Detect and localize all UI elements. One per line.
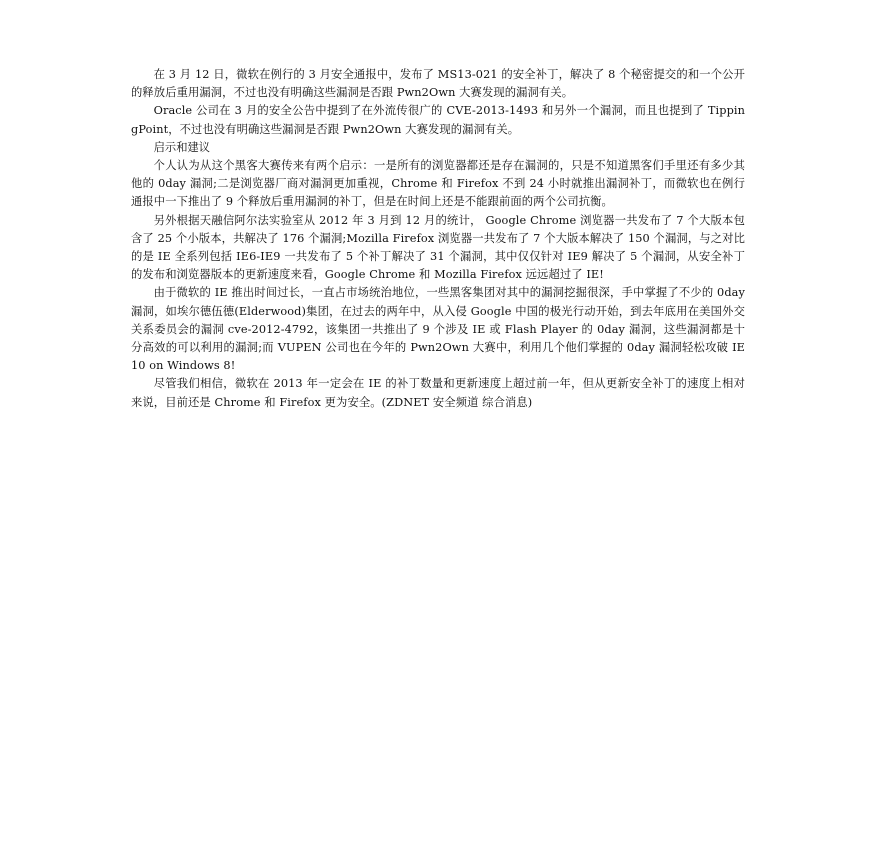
document-page bbox=[131, 66, 745, 412]
paragraph-conclusion: 尽管我们相信，微软在 2013 年一定会在 IE 的补丁数量和更新速度上超过前一年，但从更新安全补丁的速度上相对来说，目前还是 Chrome 和 Firefox 更为安全。(ZDNET 安全频道 综合消息) bbox=[131, 377, 745, 409]
paragraph-oracle: Oracle 公司在 3 月的安全公告中提到了在外流传很广的 CVE-2013-1493 和另外一个漏洞，而且也提到了 TippingPoint，不过也没有明确这些漏洞是否跟 Pwn2Own 大赛发现的漏洞有关。 bbox=[131, 104, 745, 136]
section-heading: 启示和建议 bbox=[153, 140, 211, 154]
paragraph-insights: 个人认为从这个黑客大赛传来有两个启示：一是所有的浏览器都还是存在漏洞的，只是不知道黑客们手里还有多少其他的 0day 漏洞;二是浏览器厂商对漏洞更加重视，Chrome 和 Firefox 不到 24 小时就推出漏洞补丁，而微软也在例行通报中一下推出了 9 个释放后重用漏洞的补丁，但是在时间上还是不能跟前面的两个公司抗衡。 bbox=[131, 159, 745, 209]
paragraph-ms13-021: 在 3 月 12 日，微软在例行的 3 月安全通报中，发布了 MS13-021 的安全补丁，解决了 8 个秘密提交的和一个公开的释放后重用漏洞，不过也没有明确这些漏洞是否跟 Pwn2Own 大赛发现的漏洞有关。 bbox=[131, 68, 745, 100]
paragraph-ie-0day: 由于微软的 IE 推出时间过长，一直占市场统治地位，一些黑客集团对其中的漏洞挖掘很深，手中掌握了不少的 0day 漏洞，如埃尔德伍德(Elderwood)集团，在过去的两年中，从入侵 Google 中国的极光行动开始，到去年底用在美国外交关系委员会的漏洞 cve-2012-4792，该集团一共推出了 9 个涉及 IE 或 Flash Player 的 0day 漏洞，这些漏洞都是十分高效的可以利用的漏洞;而 VUPEN 公司也在今年的 Pwn2Own 大赛中，利用几个他们掌握的 0day 漏洞轻松攻破 IE 10 on Windows 8! bbox=[131, 286, 745, 373]
paragraph-statistics: 另外根据天融信阿尔法实验室从 2012 年 3 月到 12 月的统计， Google Chrome 浏览器一共发布了 7 个大版本包含了 25 个小版本，共解决了 176 个漏洞;Mozilla Firefox 浏览器一共发布了 7 个大版本解决了 150 个漏洞，与之对比的是 IE 全系列包括 IE6-IE9 一共发布了 5 个补丁解决了 31 个漏洞，其中仅仅针对 IE9 解决了 5 个漏洞，从安全补丁的发布和浏览器版本的更新速度来看，Google Chrome 和 Mozilla Firefox 远远超过了 IE! bbox=[131, 213, 745, 282]
